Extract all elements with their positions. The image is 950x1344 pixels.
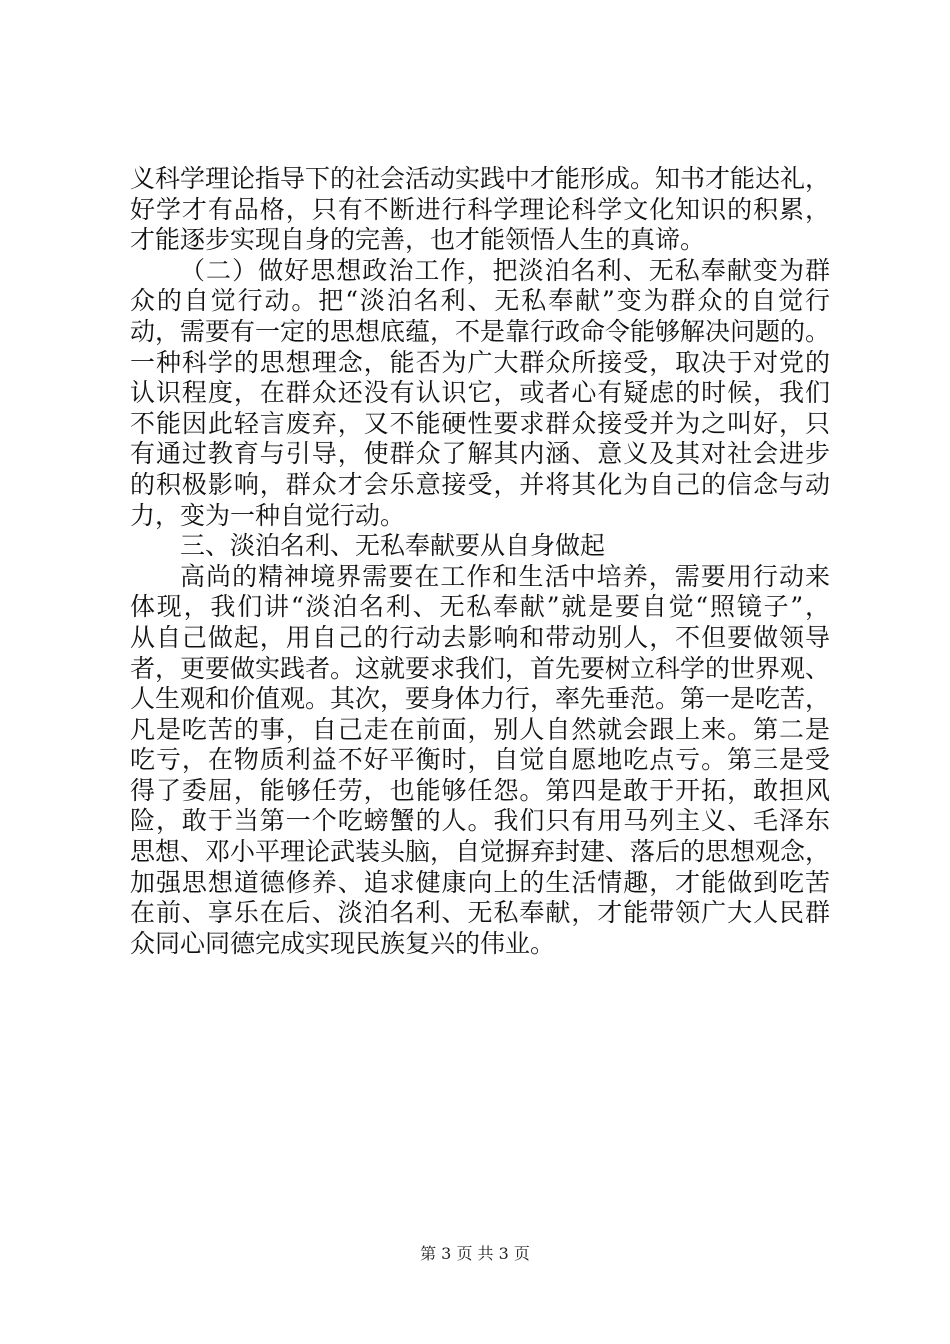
text-line: 好学才有品格，只有不断进行科学理论科学文化知识的积累， [130,194,830,224]
text-line: 从自己做起，用自己的行动去影响和带动别人，不但要做领导 [130,622,830,652]
text-line: 动，需要有一定的思想底蕴，不是靠行政命令能够解决问题的。 [130,316,831,346]
text-line: 人生观和价值观。其次，要身体力行，率先垂范。第一是吃苦， [130,684,831,714]
text-line: 加强思想道德修养、追求健康向上的生活情趣，才能做到吃苦 [130,867,830,897]
text-line: 在前、享乐在后、淡泊名利、无私奉献，才能带领广大人民群 [130,898,830,928]
text-line: 义科学理论指导下的社会活动实践中才能形成。知书才能达礼， [130,164,831,193]
text-line: 众同心同德完成实现民族复兴的伟业。 [130,928,556,958]
text-line: 险，敢于当第一个吃螃蟹的人。我们只有用马列主义、毛泽东 [130,806,830,836]
text-line: 有通过教育与引导，使群众了解其内涵、意义及其对社会进步 [130,439,830,469]
text-line: 众的自觉行动。把“淡泊名利、无私奉献”变为群众的自觉行 [130,286,830,316]
text-line: 思想、邓小平理论武装头脑，自觉摒弃封建、落后的思想观念， [130,837,831,867]
text-line: 力，变为一种自觉行动。 [130,500,406,530]
text-line: 者，更要做实践者。这就要求我们，首先要树立科学的世界观、 [130,653,831,683]
text-line: 凡是吃苦的事，自己走在前面，别人自然就会跟上来。第二是 [130,714,830,744]
text-line: 吃亏，在物质利益不好平衡时，自觉自愿地吃点亏。第三是受 [130,745,830,775]
section-heading: 三、淡泊名利、无私奉献要从自身做起 [180,531,606,561]
text-line: 得了委屈，能够任劳，也能够任怨。第四是敢于开拓，敢担风 [130,775,830,805]
paragraph-start-line: （二）做好思想政治工作，把淡泊名利、无私奉献变为群 [180,255,830,285]
text-line: 不能因此轻言废弃，又不能硬性要求群众接受并为之叫好，只 [130,408,830,438]
body-text [130,164,830,959]
page-number-footer: 第 3 页 共 3 页 [420,1244,530,1263]
text-line: 认识程度，在群众还没有认识它，或者心有疑虑的时候，我们 [130,378,830,408]
text-line: 体现，我们讲“淡泊名利、无私奉献”就是要自觉“照镜子”， [130,592,830,622]
text-line: 一种科学的思想理念，能否为广大群众所接受，取决于对党的 [130,347,830,377]
paragraph-start-line: 高尚的精神境界需要在工作和生活中培养，需要用行动来 [180,561,830,591]
text-line: 的积极影响，群众才会乐意接受，并将其化为自己的信念与动 [130,469,830,499]
text-line: 才能逐步实现自身的完善，也才能领悟人生的真谛。 [130,225,706,255]
